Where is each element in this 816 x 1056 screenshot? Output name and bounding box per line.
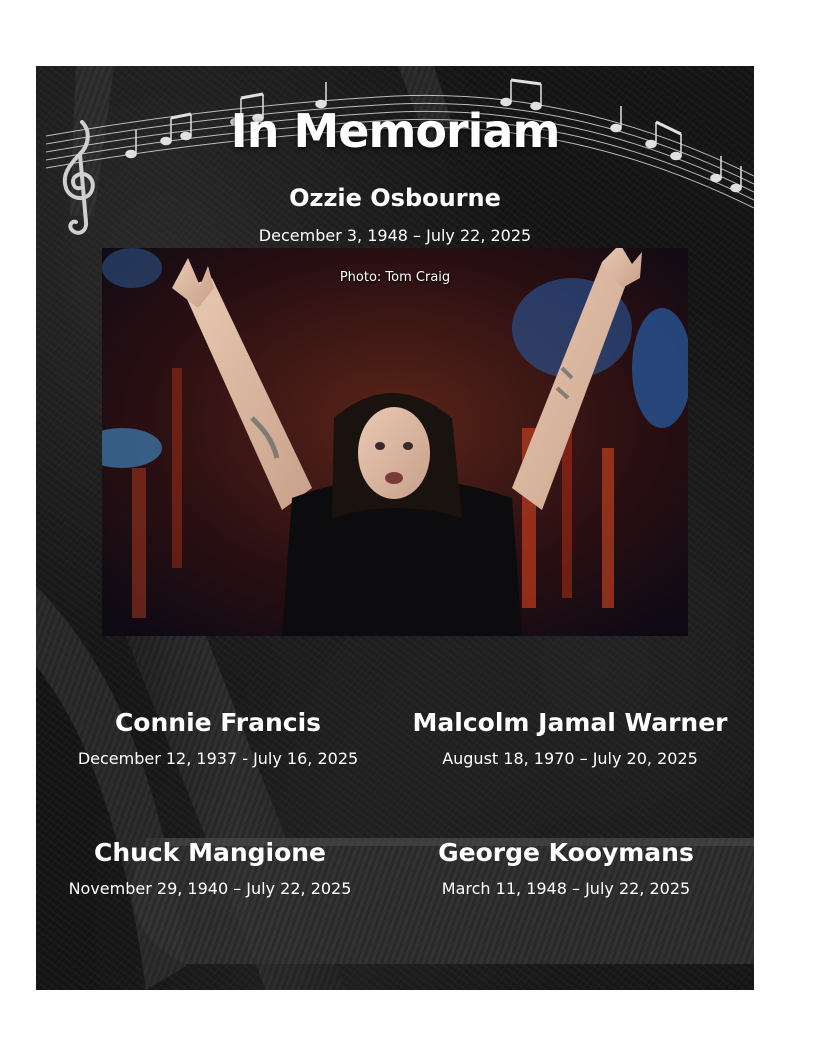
memorial-name: Chuck Mangione xyxy=(93,838,327,867)
memorial-page xyxy=(36,66,754,990)
memorial-entry xyxy=(400,708,740,770)
memorial-name: Malcolm Jamal Warner xyxy=(412,708,728,737)
featured-name: Ozzie Osbourne xyxy=(289,184,501,212)
memorial-dates: November 29, 1940 – July 22, 2025 xyxy=(68,879,352,898)
memorial-name: Connie Francis xyxy=(114,708,322,737)
concert-photo-illustration xyxy=(102,248,688,636)
memorial-entry xyxy=(396,838,736,900)
memorial-dates: December 12, 1937 - July 16, 2025 xyxy=(77,749,359,768)
page-title: In Memoriam xyxy=(230,104,560,158)
memorial-name: George Kooymans xyxy=(438,838,694,867)
photo-credit: Photo: Tom Craig xyxy=(339,270,451,285)
featured-photo xyxy=(102,248,688,636)
featured-dates: December 3, 1948 – July 22, 2025 xyxy=(258,226,532,245)
memorial-dates: March 11, 1948 – July 22, 2025 xyxy=(441,879,691,898)
memorial-entry xyxy=(48,708,388,770)
memorial-entry xyxy=(40,838,380,900)
memorial-dates: August 18, 1970 – July 20, 2025 xyxy=(442,749,698,768)
